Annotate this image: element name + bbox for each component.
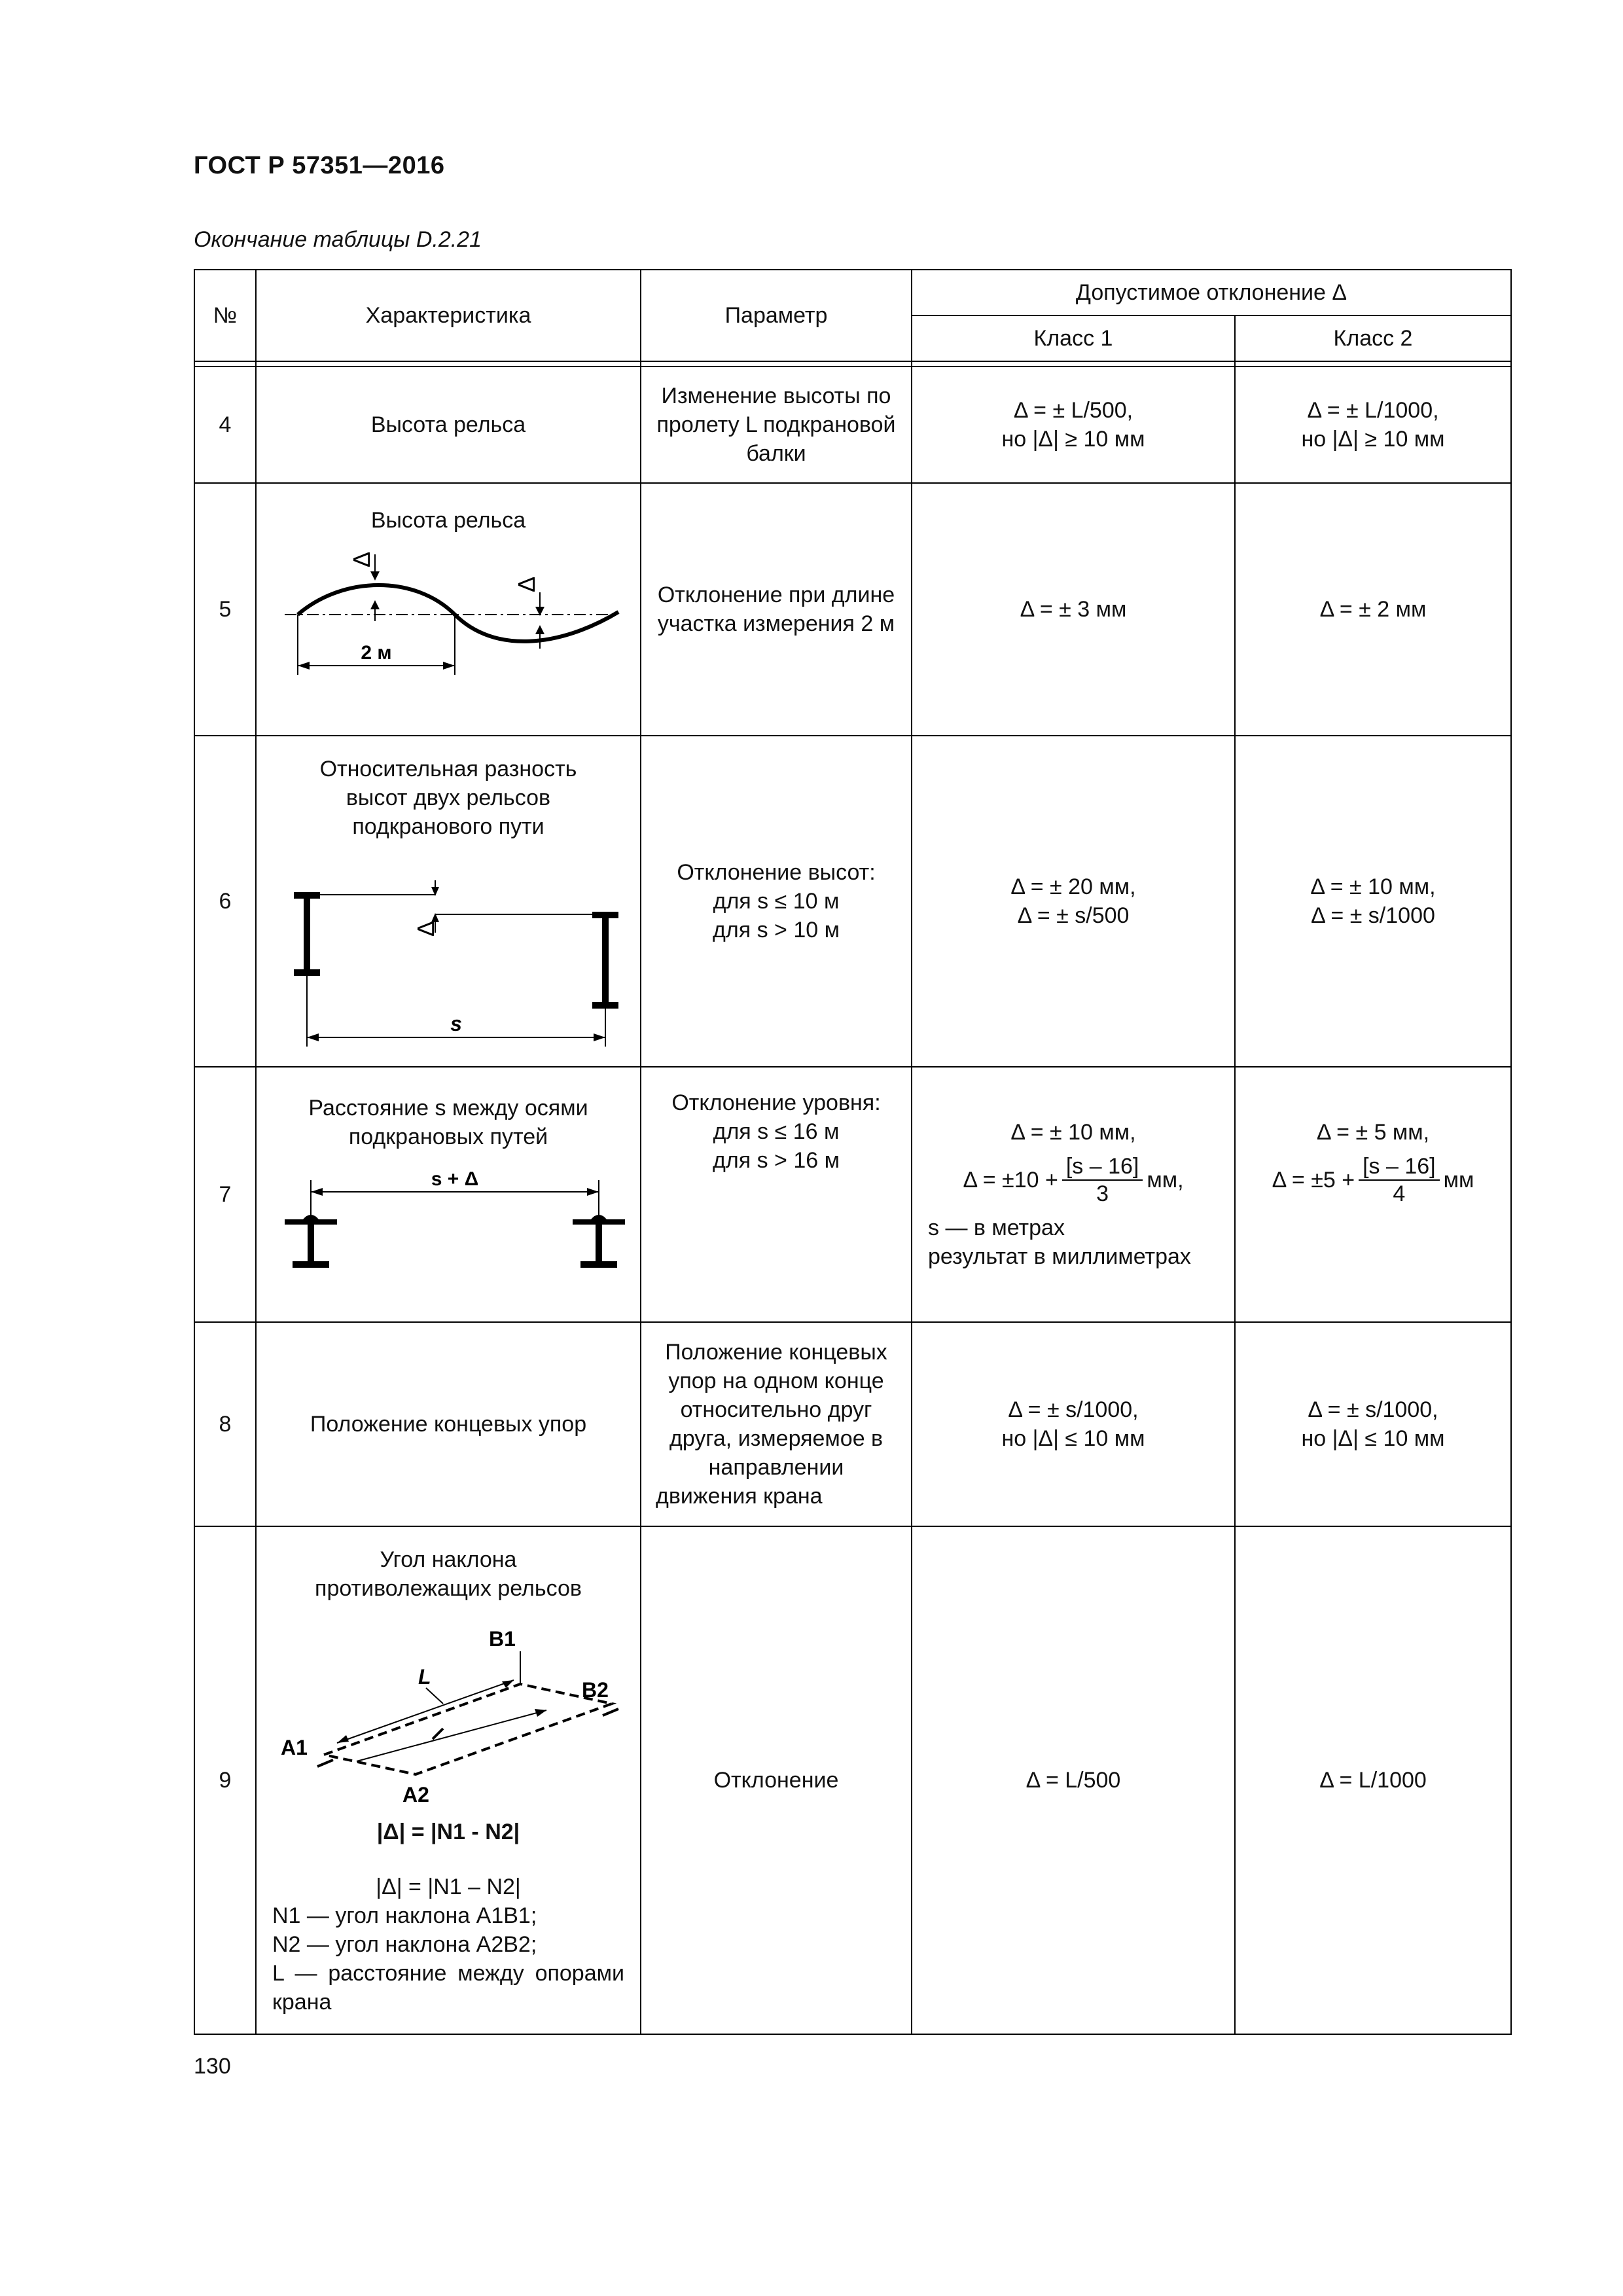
class1-line2: но |Δ| ≤ 10 мм [1001, 1426, 1145, 1451]
table-caption: Окончание таблицы D.2.21 [194, 227, 482, 252]
parameter-line3: для s > 16 м [713, 1148, 840, 1173]
characteristic-title: Относительная разность высот двух рельсов подкранового пути [319, 757, 577, 839]
header-parameter: Параметр [641, 270, 912, 361]
class1-cell [912, 736, 1235, 1067]
note-line1: s — в метрах [928, 1215, 1065, 1240]
parameter-cell [641, 1067, 912, 1322]
opposite-rails-angle-figure [272, 1612, 625, 1821]
table-row [194, 736, 1511, 1067]
class1-formula [919, 1153, 1228, 1207]
span-label: 2 м [361, 642, 392, 664]
row-number: 5 [194, 483, 256, 736]
table-row [194, 1526, 1511, 2034]
parameter-cell [641, 736, 912, 1067]
formula-fraction [1062, 1153, 1143, 1207]
parameter-cell: Изменение высоты по пролету L подкрановой балки [641, 367, 912, 483]
class2-cell [1235, 1067, 1511, 1322]
table-row [194, 483, 1511, 736]
class1-note [919, 1213, 1228, 1271]
note-line3: L — расстояние между опорами крана [272, 1961, 624, 2015]
formula-lhs: Δ = ±5 + [1272, 1168, 1355, 1193]
fraction-numerator: [s – 16] [1359, 1153, 1440, 1181]
class2-line1: Δ = ± L/1000, [1307, 398, 1439, 423]
parameter-line2: для s ≤ 16 м [713, 1119, 840, 1144]
table-row [194, 1067, 1511, 1322]
class2-line1: Δ = ± s/1000, [1308, 1397, 1438, 1422]
header-class1: Класс 1 [912, 315, 1235, 361]
fraction-numerator: [s – 16] [1062, 1153, 1143, 1181]
class1-cell [912, 1322, 1235, 1526]
page-number: 130 [194, 2054, 231, 2079]
header-class2: Класс 2 [1235, 315, 1511, 361]
header-characteristic: Характеристика [256, 270, 641, 361]
class2-line2: Δ = ± s/1000 [1311, 903, 1435, 928]
distance-label: L [418, 1665, 431, 1689]
class2-cell [1235, 736, 1511, 1067]
span-label: s + Δ [431, 1168, 479, 1190]
parameter-line1: Отклонение уровня: [671, 1090, 881, 1115]
class2-cell [1235, 1322, 1511, 1526]
class2-line2: но |Δ| ≤ 10 мм [1301, 1426, 1445, 1451]
class2-formula [1242, 1153, 1504, 1207]
class1-line2: но |Δ| ≥ 10 мм [1001, 427, 1145, 452]
class1-cell: Δ = L/500 [912, 1526, 1235, 2034]
class1-line1: Δ = ± 20 мм, [1010, 874, 1136, 899]
point-a1-label: A1 [281, 1736, 308, 1759]
row-number: 7 [194, 1067, 256, 1322]
fraction-denominator: 3 [1096, 1181, 1109, 1206]
parameter-line2: для s ≤ 10 м [713, 889, 840, 914]
characteristic-title: Угол наклона противолежащих рельсов [315, 1547, 582, 1601]
formula-fraction [1359, 1153, 1440, 1207]
parameter-cell: Положение концевых упор на одном конце относительно друг друга, измеряемое в направлении движения крана [641, 1322, 912, 1526]
class1-cell: Δ = ± 3 мм [912, 483, 1235, 736]
rail-height-wave-figure [272, 535, 625, 685]
span-label: s [450, 1012, 462, 1035]
note-line2: N2 — угол наклона A2B2; [272, 1932, 537, 1957]
header-deviation: Допустимое отклонение Δ [912, 270, 1511, 315]
characteristic-title: Расстояние s между осями подкрановых путей [308, 1096, 588, 1149]
class2-cell: Δ = ± 2 мм [1235, 483, 1511, 736]
class2-line1: Δ = ± 10 мм, [1310, 874, 1436, 899]
class1-cell [912, 367, 1235, 483]
row-number: 6 [194, 736, 256, 1067]
characteristic-title: Высота рельса [370, 508, 526, 533]
point-b1-label: B1 [489, 1627, 516, 1651]
class1-line1: Δ = ± s/1000, [1008, 1397, 1139, 1422]
note-line2: результат в миллиметрах [928, 1244, 1191, 1269]
note-formula: |Δ| = |N1 – N2| [376, 1874, 521, 1899]
table-row [194, 1322, 1511, 1526]
characteristic-cell: Положение концевых упор [256, 1322, 641, 1526]
class1-line1: Δ = ± 10 мм, [1010, 1120, 1136, 1145]
row-number: 9 [194, 1526, 256, 2034]
table-row [194, 367, 1511, 483]
characteristic-cell [256, 736, 641, 1067]
formula-unit: мм, [1147, 1168, 1184, 1193]
figure-formula: |Δ| = |N1 - N2| [376, 1820, 520, 1844]
parameter-line1: Отклонение высот: [677, 860, 876, 885]
notation-notes [263, 1901, 633, 2017]
delta-mark: Δ [412, 920, 439, 937]
rail-axes-distance-figure [272, 1160, 625, 1272]
parameter-cell: Отклонение при длине участка измерения 2 м [641, 483, 912, 736]
characteristic-cell: Высота рельса [256, 367, 641, 483]
parameter-line3: для s > 10 м [713, 918, 840, 942]
class2-line2: но |Δ| ≥ 10 мм [1301, 427, 1445, 452]
class2-line1: Δ = ± 5 мм, [1316, 1120, 1430, 1145]
class1-line2: Δ = ± s/500 [1017, 903, 1130, 928]
point-a2-label: A2 [402, 1783, 429, 1806]
two-rails-height-figure [272, 861, 625, 1050]
characteristic-cell [256, 1067, 641, 1322]
class2-cell: Δ = L/1000 [1235, 1526, 1511, 2034]
row-number: 8 [194, 1322, 256, 1526]
fraction-denominator: 4 [1393, 1181, 1406, 1206]
class2-cell [1235, 367, 1511, 483]
delta-mark: Δ [348, 551, 375, 567]
characteristic-cell [256, 1526, 641, 2034]
formula-lhs: Δ = ±10 + [963, 1168, 1058, 1193]
point-b2-label: B2 [582, 1678, 609, 1702]
class1-line1: Δ = ± L/500, [1013, 398, 1133, 423]
row-number: 4 [194, 367, 256, 483]
parameter-cell: Отклонение [641, 1526, 912, 2034]
delta-mark: Δ [513, 576, 540, 592]
tolerance-table [194, 269, 1512, 2035]
class1-cell [912, 1067, 1235, 1322]
formula-unit: мм [1443, 1168, 1474, 1193]
header-no: № [194, 270, 256, 361]
characteristic-cell [256, 483, 641, 736]
document-code: ГОСТ Р 57351—2016 [194, 152, 445, 179]
note-line1: N1 — угол наклона A1B1; [272, 1903, 537, 1928]
